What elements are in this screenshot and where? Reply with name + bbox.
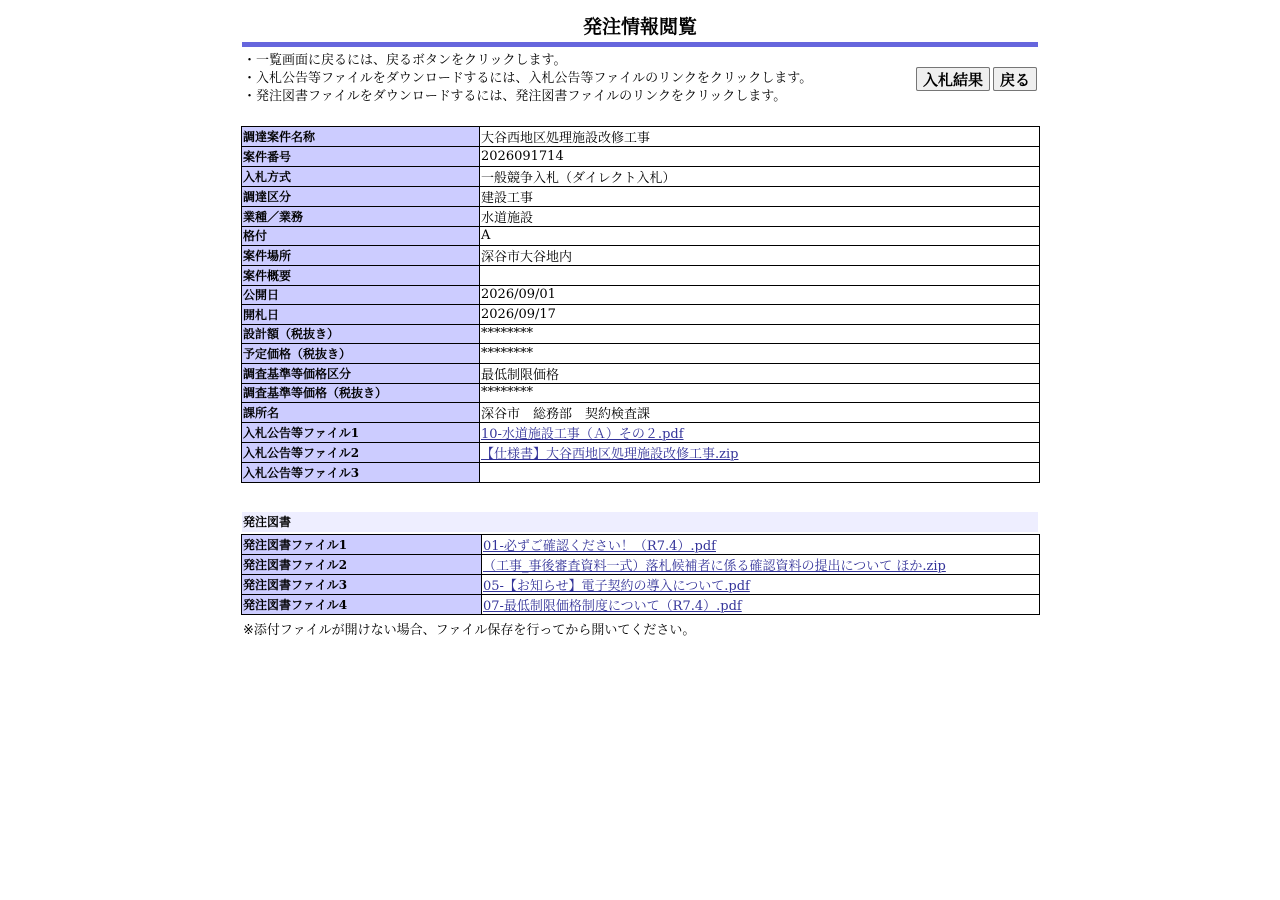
details-label: 案件番号 bbox=[242, 147, 480, 167]
details-row bbox=[242, 206, 1040, 226]
details-row bbox=[242, 166, 1040, 186]
drawing-file-cell bbox=[482, 575, 1040, 595]
instruction-line: ・発注図書ファイルをダウンロードするには、発注図書ファイルのリンクをクリックします。 bbox=[243, 89, 787, 104]
drawing-file-row bbox=[242, 535, 1040, 555]
details-label: 入札公告等ファイル1 bbox=[242, 423, 480, 443]
drawing-file-label: 発注図書ファイル3 bbox=[242, 575, 482, 595]
bid-result-button[interactable]: 入札結果 bbox=[916, 67, 990, 91]
details-row bbox=[242, 186, 1040, 206]
drawings-section-title: 発注図書 bbox=[242, 512, 1038, 532]
details-row bbox=[242, 147, 1040, 167]
details-row bbox=[242, 463, 1040, 483]
details-label: 入札公告等ファイル2 bbox=[242, 443, 480, 463]
details-row bbox=[242, 344, 1040, 364]
drawing-file-row bbox=[242, 555, 1040, 575]
details-value-cell bbox=[480, 463, 1040, 483]
details-value-cell: 大谷西地区処理施設改修工事 bbox=[480, 127, 1040, 147]
drawing-file-row bbox=[242, 595, 1040, 615]
drawings-table bbox=[241, 534, 1040, 615]
notice-file-link[interactable]: 10-水道施設工事（Ａ）その２.pdf bbox=[481, 427, 684, 442]
details-row bbox=[242, 127, 1040, 147]
details-label: 業種／業務 bbox=[242, 206, 480, 226]
drawing-file-cell bbox=[482, 535, 1040, 555]
details-label: 予定価格（税抜き） bbox=[242, 344, 480, 364]
details-value-cell: 2026091714 bbox=[480, 147, 1040, 167]
details-value-cell: 一般競争入札（ダイレクト入札） bbox=[480, 166, 1040, 186]
drawing-file-link[interactable]: 01-必ずご確認ください！（R7.4）.pdf bbox=[483, 539, 716, 554]
drawing-file-label: 発注図書ファイル1 bbox=[242, 535, 482, 555]
details-row bbox=[242, 305, 1040, 325]
details-value-cell bbox=[480, 443, 1040, 463]
details-row bbox=[242, 403, 1040, 423]
details-value-cell bbox=[480, 423, 1040, 443]
drawing-file-label: 発注図書ファイル2 bbox=[242, 555, 482, 575]
details-row bbox=[242, 324, 1040, 344]
drawing-file-label: 発注図書ファイル4 bbox=[242, 595, 482, 615]
details-label: 格付 bbox=[242, 226, 480, 246]
details-label: 案件概要 bbox=[242, 266, 480, 286]
drawing-file-row bbox=[242, 575, 1040, 595]
back-button[interactable]: 戻る bbox=[993, 67, 1037, 91]
details-value-cell: 深谷市大谷地内 bbox=[480, 246, 1040, 266]
drawing-file-cell bbox=[482, 555, 1040, 575]
details-row bbox=[242, 363, 1040, 383]
details-row bbox=[242, 246, 1040, 266]
instruction-line: ・一覧画面に戻るには、戻るボタンをクリックします。 bbox=[243, 53, 567, 68]
instructions bbox=[243, 52, 812, 106]
details-label: 開札日 bbox=[242, 305, 480, 325]
notice-file-link[interactable]: 【仕様書】大谷西地区処理施設改修工事.zip bbox=[481, 447, 739, 462]
details-label: 設計額（税抜き） bbox=[242, 324, 480, 344]
details-label: 公開日 bbox=[242, 285, 480, 305]
details-value-cell: A bbox=[480, 226, 1040, 246]
instruction-line: ・入札公告等ファイルをダウンロードするには、入札公告等ファイルのリンクをクリックします。 bbox=[243, 71, 813, 86]
details-value-cell bbox=[480, 266, 1040, 286]
details-value-cell: 2026/09/01 bbox=[480, 285, 1040, 305]
footnote: ※添付ファイルが開けない場合、ファイル保存を行ってから開いてください。 bbox=[243, 623, 696, 638]
drawing-file-link[interactable]: （工事_事後審査資料一式）落札候補者に係る確認資料の提出について ほか.zip bbox=[483, 559, 946, 574]
action-buttons bbox=[916, 67, 1037, 91]
details-value-cell: 水道施設 bbox=[480, 206, 1040, 226]
details-label: 調達区分 bbox=[242, 186, 480, 206]
details-value-cell: 建設工事 bbox=[480, 186, 1040, 206]
drawing-file-link[interactable]: 05-【お知らせ】電子契約の導入について.pdf bbox=[483, 579, 750, 594]
details-value-cell: 最低制限価格 bbox=[480, 363, 1040, 383]
details-label: 案件場所 bbox=[242, 246, 480, 266]
details-row bbox=[242, 443, 1040, 463]
details-label: 入札方式 bbox=[242, 166, 480, 186]
details-label: 入札公告等ファイル3 bbox=[242, 463, 480, 483]
details-label: 調査基準等価格（税抜き） bbox=[242, 383, 480, 403]
title-divider bbox=[242, 42, 1038, 47]
details-row bbox=[242, 266, 1040, 286]
details-row bbox=[242, 285, 1040, 305]
details-value-cell: 2026/09/17 bbox=[480, 305, 1040, 325]
details-label: 調達案件名称 bbox=[242, 127, 480, 147]
page-title: 発注情報閲覧 bbox=[582, 16, 697, 38]
details-value-cell: 深谷市 総務部 契約検査課 bbox=[480, 403, 1040, 423]
drawing-file-link[interactable]: 07-最低制限価格制度について（R7.4）.pdf bbox=[483, 599, 742, 614]
details-label: 課所名 bbox=[242, 403, 480, 423]
details-row bbox=[242, 383, 1040, 403]
details-value-cell: ******** bbox=[480, 383, 1040, 403]
details-value-cell: ******** bbox=[480, 324, 1040, 344]
details-table bbox=[241, 126, 1040, 483]
details-value-cell: ******** bbox=[480, 344, 1040, 364]
details-label: 調査基準等価格区分 bbox=[242, 363, 480, 383]
drawing-file-cell bbox=[482, 595, 1040, 615]
details-row bbox=[242, 226, 1040, 246]
details-row bbox=[242, 423, 1040, 443]
